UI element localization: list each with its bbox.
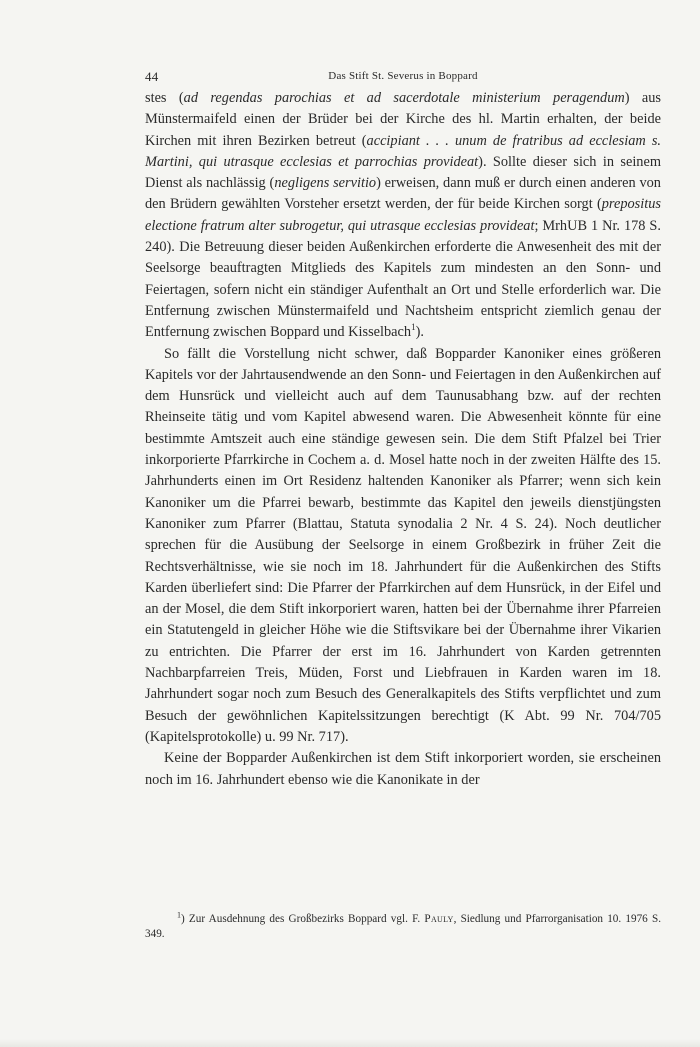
footnotes bbox=[145, 912, 661, 943]
paragraph-3: Keine der Bopparder Außenkirchen ist dem Stift inkorporiert worden, sie erscheinen noch im 16. Jahrhundert ebenso wie die Kanonikate in der bbox=[145, 750, 661, 788]
footnote-1 bbox=[145, 912, 661, 943]
footnote-text: ) Zur Ausdehnung des Großbezirks Boppard vgl. F. bbox=[181, 913, 425, 925]
page-number: 44 bbox=[145, 69, 159, 84]
latin-quote: prepositus electione fratrum alter subrogetur, qui utrasque ecclesias provideat bbox=[145, 196, 661, 234]
running-head bbox=[145, 66, 661, 88]
paragraph-2: So fällt die Vorstellung nicht schwer, daß Bopparder Kanoniker eines größeren Kapitels vor der Jahrtausendwende an den Sonn- und Feiertagen in den Außenkirchen auf dem Hunsrück und vielleicht auch auf dem Taunusabhang bzw. auf der rechten Rheinseite tätig und vom Kapitel abwesend waren. Die Abwesenheit könnte für eine bestimmte Amtszeit auch eine ständige gewesen sein. Die dem Stift Pfalzel bei Trier inkorporierte Pfarrkirche in Cochem a. d. Mosel hatte noch in der zweiten Hälfte des 15. Jahrhunderts einen im Ort Residenz haltenden Kanoniker als Pfarrer; wenn sich kein Kanoniker um die Pfarrei bewarb, bestimmte das Kapitel den jeweils dienstjüngsten Kanoniker zum Pfarrer (Blattau, Statuta synodalia 2 Nr. 4 S. 24). Noch deutlicher sprechen für die Ausübung der Seelsorge in einem Großbezirk in früher Zeit die Rechtsverhältnisse, wie sie noch im 18. Jahrhundert für die Außenkirchen des Stifts Karden überliefert sind: Die Pfarrer der Pfarrkirchen auf dem Hunsrück, in der Eifel und an der Mosel, die dem Stift inkorporiert waren, hatten bei der Übernahme ihrer Pfarreien ein Statutengeld in gleicher Höhe wie die Stiftsvikare bei der Übernahme ihrer Vikarien zu entrichten. Die Pfarrer der erst im 16. Jahrhundert von Karden getrennten Nachbarpfarreien Treis, Müden, Forst und Liebfrauen in Karden waren im 18. Jahrhundert sogar noch zum Besuch des Generalkapitels des Stifts verpflichtet und zum Besuch der gewöhnlichen Kapitelssitzungen berechtigt (K Abt. 99 Nr. 704/705 (Kapitelsprotokolle) u. 99 Nr. 717). bbox=[145, 345, 661, 745]
footnote-reference[interactable]: 1 bbox=[411, 322, 416, 333]
text-segment: ). Sollte dieser sich in seinem Dienst als nachlässig ( bbox=[145, 153, 662, 192]
latin-quote: negligens servitio bbox=[274, 175, 377, 192]
footnote-marker: 1 bbox=[177, 910, 181, 920]
latin-quote: accipiant . . . unum de fratribus ad ecclesiam s. Martini, qui utrasque ecclesias et parrochias provideat bbox=[145, 132, 661, 170]
page-edge-shadow bbox=[0, 1039, 700, 1047]
page-content bbox=[145, 66, 661, 791]
text-segment: ; MrhUB 1 Nr. 178 S. 240). Die Betreuung dieser beiden Außenkirchen erforderte die Anwesenheit des mit der Seelsorge beauftragten Mitglieds des Kapitels zum mindesten an den Sonn- und Feiertagen, sofern nicht ein ständiger Aufenthalt an Ort und Stelle erforderlich war. Die Entfernung zwischen Münstermaifeld und Nachtsheim entspricht ziemlich genau der Entfernung zwischen Boppard und Kisselbach bbox=[145, 217, 661, 341]
text-segment: stes ( bbox=[145, 90, 184, 106]
text-segment: ). bbox=[415, 324, 424, 341]
text-segment: ) erweisen, dann muß er durch einen anderen von den Brüdern gewählten Vorsteher ersetzt werden, der für beide Kirchen sorgt ( bbox=[145, 175, 661, 213]
footnote-text: , Siedlung und Pfarrorganisation 10. 1976 S. 349. bbox=[145, 913, 661, 941]
footnote-author: Pauly bbox=[424, 913, 454, 925]
paragraph-1 bbox=[145, 88, 661, 344]
latin-quote: ad regendas parochias et ad sacerdotale ministerium peragendum bbox=[183, 90, 625, 106]
running-title: Das Stift St. Severus in Boppard bbox=[328, 70, 478, 82]
body-text bbox=[145, 88, 661, 791]
text-segment: ) aus Münstermaifeld einen der Brüder bei der Kirche des hl. Martin erhalten, der beide Kirchen mit ihren Bezirken betreut ( bbox=[145, 90, 661, 149]
